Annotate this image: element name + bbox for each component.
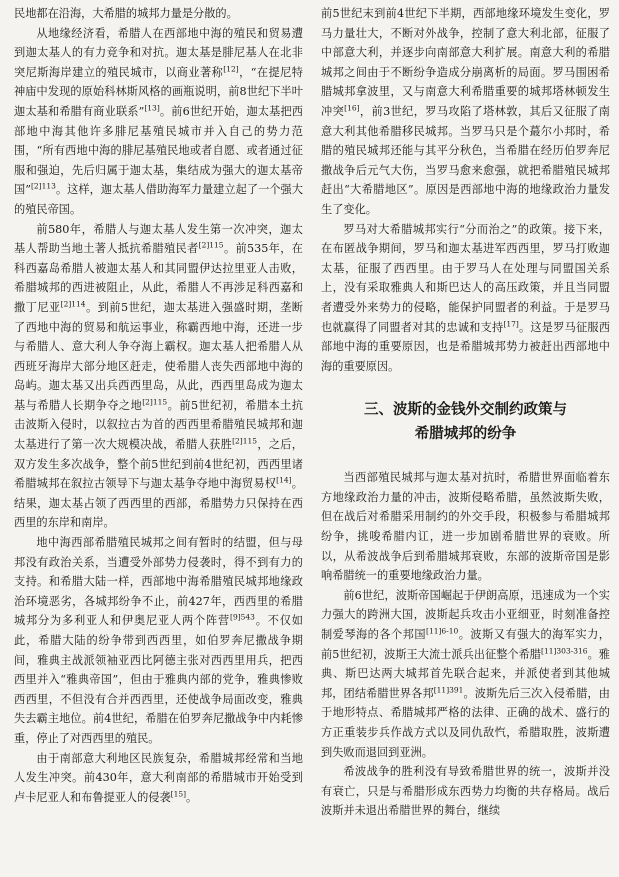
paragraph-text: 。这样，迦太基人借助海军力量建立起了一个强大的殖民帝国。 bbox=[14, 183, 303, 216]
paragraph bbox=[14, 533, 303, 749]
paragraph bbox=[321, 762, 610, 821]
paragraph-text: 。波斯又有强大的海军实力，前5世纪初，波斯王大流士派兵出征整个希腊 bbox=[321, 628, 610, 661]
paragraph-text: 。到前5世纪，迦太基进入强盛时期，垄断了西地中海的贸易和航运事业，称霸西地中海，还进一步与希腊人、意大利人争夺海上霸权。迦太基人把希腊人从西班牙海岸大部分地区赶走，使希腊人丧失西部地中海的岛屿。迦太基又出兵西西里岛，从此，西西里岛成为迦太基与希腊人长期争夺之地 bbox=[14, 300, 303, 412]
paragraph-text: 。前535年，在科西嘉岛希腊人被迦太基人和其同盟伊达拉里亚人击败，希腊城邦的西进被阻止，从此，希腊人不再涉足科西嘉和撒丁尼亚 bbox=[14, 242, 303, 314]
paragraph-text: 。结果，迦太基占领了西西里的西部，希腊势力只保持在西西里的东岸和南岸。 bbox=[14, 477, 303, 530]
citation-ref: [9]543 bbox=[230, 612, 255, 622]
paragraph-text: 前6世纪，波斯帝国崛起于伊朗高原，迅速成为一个实力强大的跨洲大国，波斯起兵攻击小亚细亚，时刻准备控制爱琴海的各个邦国 bbox=[321, 588, 610, 642]
paragraph bbox=[321, 468, 610, 586]
paragraph-text: 前5世纪末到前4世纪下半期，西部地缘环境发生变化，罗马力量壮大，不断对外战争，控制了意大利北部，征服了中部意大利，并逐步向南部意大利扩展。南意大利的希腊城邦之间由于不断纷争造成分崩离析的局面。罗马围困希腊城邦拿波里，又与南意大利希腊重要的城邦塔林顿发生冲突 bbox=[321, 7, 610, 118]
left-column bbox=[14, 4, 303, 877]
citation-ref: [15] bbox=[170, 789, 187, 799]
citation-ref: [2]115 bbox=[198, 240, 224, 250]
paragraph-text: ，之后，双方发生多次战争，整个前5世纪到前4世纪初，西西里诸希腊城邦在叙拉古领导下与迦太基争夺地中海贸易权 bbox=[14, 438, 303, 491]
paragraph bbox=[14, 4, 303, 24]
paragraph-text: 民地都在沿海，大希腊的城邦力量是分散的。 bbox=[14, 7, 238, 20]
section-heading-line2: 希腊城邦的纷争 bbox=[414, 426, 517, 443]
paragraph-text: 前580年，希腊人与迦太基人发生第一次冲突，迦太基人帮助当地土著人抵抗希腊殖民者 bbox=[14, 222, 303, 256]
right-column bbox=[321, 4, 610, 877]
paragraph bbox=[321, 220, 610, 377]
paragraph-text: ，“在提尼特神庙中发现的原始科林斯风格的画瓶说明，前8世纪下半叶迦太基和希腊有商业联系” bbox=[14, 65, 303, 118]
section-heading-line1: 三、波斯的金钱外交制约政策与 bbox=[364, 402, 567, 419]
paragraph-text: 当西部殖民城邦与迦太基对抗时，希腊世界面临着东方地缘政治力量的冲击，波斯侵略希腊，虽然波斯失败，但在战后对希腊采用制约的外交手段，积极参与希腊城邦纷争，挑唆希腊内讧，进一步加剧希腊世界的衰败。所以，从希波战争后到希腊城邦衰败，东部的波斯帝国是影响希腊统一的重要地缘政治力量。 bbox=[321, 471, 610, 583]
citation-ref: [14] bbox=[276, 475, 292, 485]
paragraph-text: 。 bbox=[186, 790, 198, 804]
right-column-bottom bbox=[321, 468, 610, 821]
paragraph bbox=[14, 220, 303, 534]
citation-ref: [16] bbox=[344, 103, 360, 113]
paragraph-text: 。这是罗马征服西部地中海的重要原因，也是希腊城邦势力被赶出西部地中海的重要原因。 bbox=[321, 320, 610, 373]
paragraph-text: 地中海西部希腊殖民城邦之间有暂时的结盟，但与母邦没有政治关系，当遭受外部势力侵袭时，得不到有力的支持。和希腊大陆一样，西部地中海希腊殖民城邦地缘政治环境恶劣，各城邦纷争不止，前427年，西西里的希腊城邦分为多利亚人和伊奥尼亚人两个阵营 bbox=[14, 536, 303, 628]
citation-ref: [17] bbox=[503, 318, 519, 328]
citation-ref: [12] bbox=[223, 64, 239, 74]
section-heading bbox=[321, 398, 610, 446]
paragraph-text: 由于南部意大利地区民族复杂，希腊城邦经常和当地人发生冲突。前430年，意大利南部的希腊城市开始受到卢卡尼亚人和布鲁提亚人的侵袭 bbox=[14, 751, 303, 804]
right-column-top bbox=[321, 4, 610, 376]
citation-ref: [2]114 bbox=[60, 299, 86, 309]
paragraph bbox=[14, 24, 303, 220]
paragraph bbox=[321, 4, 610, 220]
paragraph-text: 。前6世纪开始，迦太基把西部地中海其他许多腓尼基殖民城市并入自己的势力范围，“所有西地中海的腓尼基殖民地或者自愿、或者通过征服和强迫，先后归属于迦太基，集结成为强大的迦太基帝国” bbox=[14, 104, 303, 197]
paragraph-text: 希波战争的胜利没有导致希腊世界的统一，波斯并没有衰亡，只是与希腊形成东西势力均衡的共存格局。战后波斯并未退出希腊世界的舞台，继续 bbox=[321, 765, 610, 818]
two-column-layout bbox=[14, 4, 611, 877]
paragraph-text: ，前3世纪，罗马攻陷了塔林敦，其后又征服了南意大利其他希腊移民城邦。当罗马只是个蕞尔小邦时，希腊的殖民城邦还能与其平分秋色，当希腊在经历伯罗奔尼撒战争后元气大伤，当罗马愈来愈强，就把希腊殖民城邦赶出“大希腊地区”。原因是西部地中海的地缘政治力量发生了变化。 bbox=[321, 104, 610, 216]
citation-ref: [11]6-10 bbox=[426, 626, 459, 636]
citation-ref: [11]303-316 bbox=[541, 645, 588, 655]
citation-ref: [13] bbox=[144, 103, 160, 113]
citation-ref: [11]391 bbox=[433, 685, 464, 695]
paragraph-text: 从地缘经济看，希腊人在西部地中海的殖民和贸易遭到迦太基人的有力竞争和对抗。迦太基是腓尼基人在北非突尼斯海岸建立的殖民城市，以商业著称 bbox=[14, 26, 303, 79]
paragraph-text: 。不仅如此，希腊大陆的纷争带到西西里，如伯罗奔尼撒战争期间，雅典主战派领袖亚西比阿德主张对西西里用兵，把西西里并入“雅典帝国”，但由于雅典内部的党争，雅典惨败西西里，不但没有合并西西里，还使战争局面改变，雅典失去霸主地位。前4世纪，希腊在伯罗奔尼撒战争中内耗惨重，停止了对西西里的殖民。 bbox=[14, 614, 303, 745]
citation-ref: [2]113 bbox=[30, 181, 56, 191]
paragraph-text: 。雅典、斯巴达两大城邦首先联合起来，并派使者到其他城邦，团结希腊世界各邦 bbox=[321, 647, 610, 700]
paragraph-text: 。前5世纪初，希腊本土抗击波斯入侵时，以叙拉古为首的西西里希腊殖民城邦和迦太基进行了第一次大规模决战，希腊人获胜 bbox=[14, 398, 303, 452]
paragraph-text: 罗马对大希腊城邦实行“分而治之”的政策。接下来，在布匿战争期间，罗马和迦太基进军西西里，罗马打败迦太基，征服了西西里。由于罗马人在处理与同盟国关系上，没有采取雅典人和斯巴达人的高压政策，并且当同盟者遭受外来势力的侵略，能保护同盟者的利益。于是罗马也就赢得了同盟者对其的忠诚和支持 bbox=[321, 222, 610, 334]
paragraph bbox=[14, 749, 303, 808]
paragraph-text: 。波斯先后三次入侵希腊，由于地形特点、希腊城邦严格的法律、正确的战术、盛行的方正重装步兵作战方式以及同仇敌忾，希腊取胜，波斯遭到失败而退回到亚洲。 bbox=[321, 686, 610, 759]
citation-ref: [2]115 bbox=[232, 436, 258, 446]
paragraph bbox=[321, 586, 610, 762]
citation-ref: [2]115 bbox=[142, 397, 168, 407]
